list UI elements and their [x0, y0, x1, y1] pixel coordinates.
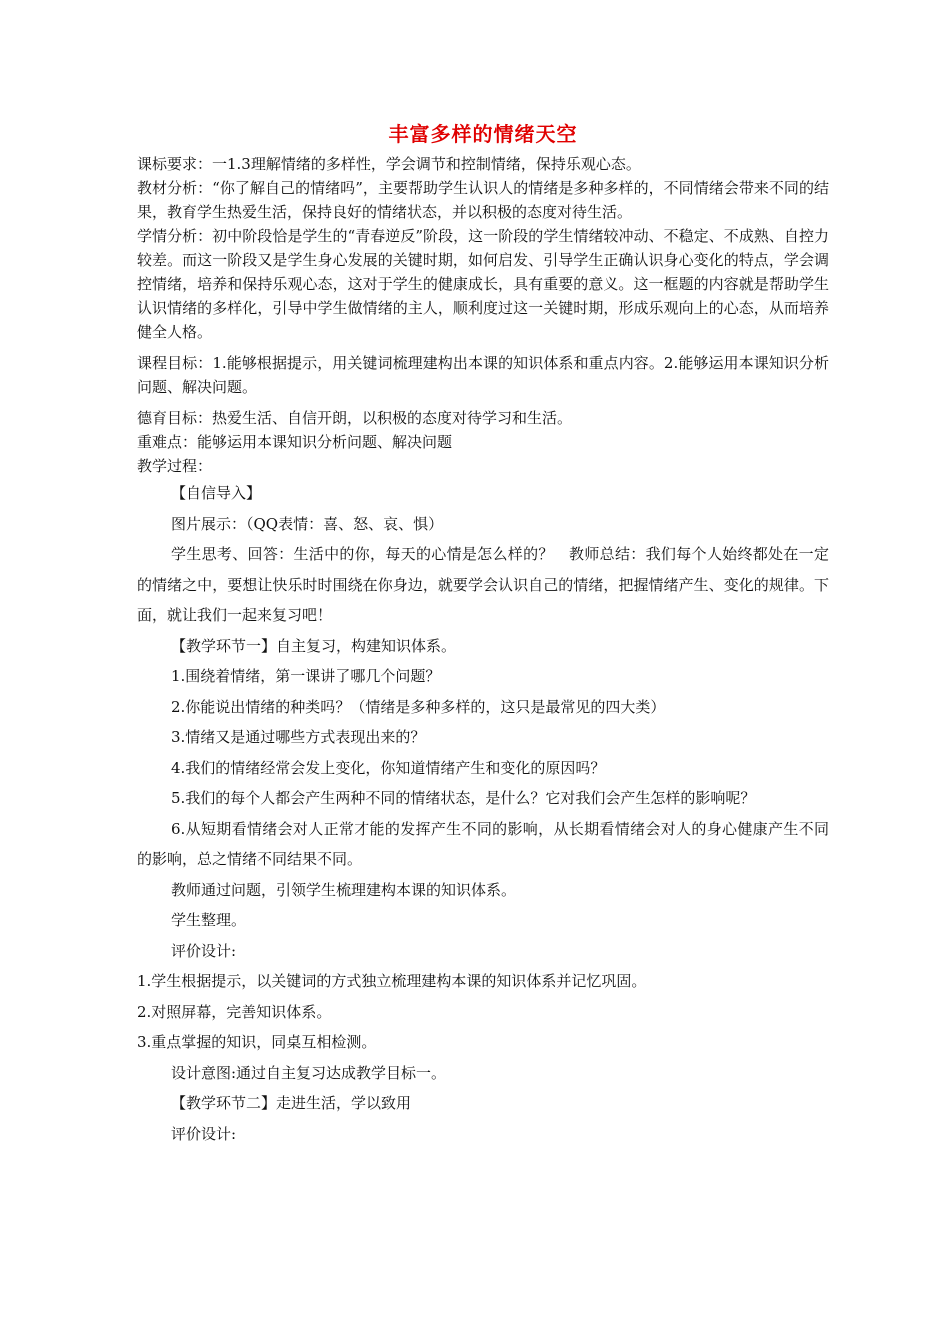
evaluation-label-2: 评价设计:: [171, 1124, 237, 1143]
teaching-process-label: 教学过程：: [137, 457, 213, 475]
curriculum-requirement: 课标要求：一1.3理解情绪的多样性，学会调节和控制情绪，保持乐观心态。: [137, 155, 641, 173]
question-item: 3.情绪又是通过哪些方式表现出来的？: [171, 728, 426, 746]
course-goals: 课程目标：1.能够根据提示，用关键词梳理建构出本课的知识体系和重点内容。2.能够运用本课知识分析问题、解决问题。: [137, 354, 829, 396]
moral-goals: 德育目标：热爱生活、自信开朗，以积极的态度对待学习和生活。: [137, 409, 573, 427]
question-item: 4.我们的情绪经常会发上变化，你知道情绪产生和变化的原因吗？: [171, 758, 606, 777]
teaching-process-body: [137, 478, 829, 1149]
section-heading-step1: 【教学环节一】自主复习，构建知识体系。: [171, 636, 457, 655]
design-intent: 设计意图:通过自主复习达成教学目标一。: [171, 1063, 447, 1082]
question-item: 5.我们的每个人都会产生两种不同的情绪状态，是什么？它对我们会产生怎样的影响呢？: [171, 789, 756, 807]
teacher-guide: 教师通过问题，引领学生梳理建构本课的知识体系。: [171, 880, 517, 899]
evaluation-item: 2.对照屏幕，完善知识体系。: [137, 1002, 332, 1021]
section-heading-step2: 【教学环节二】走进生活，学以致用: [171, 1094, 412, 1112]
question-item: 6.从短期看情绪会对人正常才能的发挥产生不同的影响，从长期看情绪会对人的身心健康产生不同的影响，总之情绪不同结果不同。: [137, 819, 829, 868]
evaluation-label: 评价设计:: [171, 941, 237, 960]
picture-show: 图片展示：（QQ表情：喜、怒、哀、惧）: [171, 514, 444, 533]
evaluation-item: 1.学生根据提示，以关键词的方式独立梳理建构本课的知识体系并记忆巩固。: [137, 972, 647, 990]
document-page: [137, 118, 829, 1149]
student-organize: 学生整理。: [171, 911, 247, 929]
section-heading-intro: 【自信导入】: [171, 484, 262, 502]
document-title: 丰富多样的情绪天空: [388, 122, 578, 146]
question-item: 1.围绕着情绪，第一课讲了哪几个问题？: [171, 667, 441, 685]
learner-analysis: 学情分析：初中阶段恰是学生的“青春逆反”阶段，这一阶段的学生情绪较冲动、不稳定、不成熟、自控力较差。而这一阶段又是学生身心发展的关键时期，如何启发、引导学生正确认识身心变化的特点，学会调控情绪，培养和保持乐观心态，这对于学生的健康成长，具有重要的意义。这一框题的内容就是帮助学生认识情绪的多样化，引导中学生做情绪的主人，顺利度过这一关键时期，形成乐观向上的心态，从而培养健全人格。: [137, 227, 829, 341]
key-difficulties: 重难点：能够运用本课知识分析问题、解决问题: [137, 433, 453, 451]
evaluation-item: 3.重点掌握的知识，同桌互相检测。: [137, 1033, 377, 1051]
textbook-analysis: 教材分析：“你了解自己的情绪吗”，主要帮助学生认识人的情绪是多种多样的，不同情绪会带来不同的结果，教育学生热爱生活，保持良好的情绪状态，并以积极的态度对待生活。: [137, 179, 829, 221]
question-item: 2.你能说出情绪的种类吗？（情绪是多种多样的，这只是最常见的四大类）: [171, 697, 666, 716]
student-think-paragraph: 学生思考、回答：生活中的你，每天的心情是怎么样的？ 教师总结：我们每个人始终都处在一定的情绪之中，要想让快乐时时围绕在你身边，就要学会认识自己的情绪，把握情绪产生、变化的规律。下面，就让我们一起来复习吧！: [137, 545, 829, 624]
